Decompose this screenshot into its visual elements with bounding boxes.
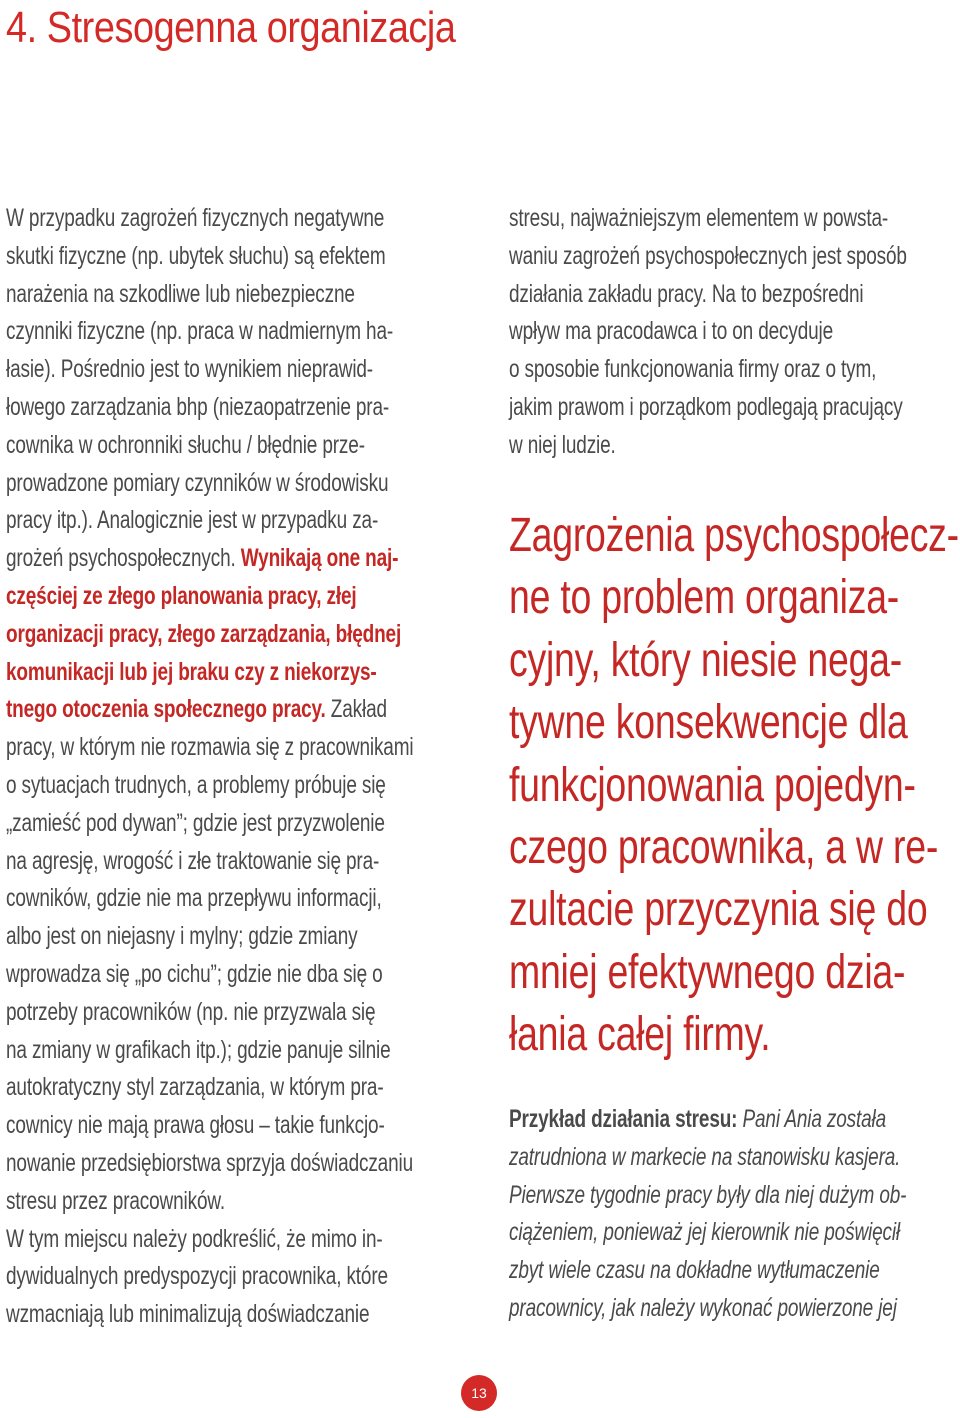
text-line [6,1221,383,1259]
text-run: prowadzone pomiary czynników w środowisku [6,468,389,497]
text-run: stresu przez pracowników. [6,1186,226,1215]
text-run: grożeń psychospołecznych. [6,544,241,573]
text-line [6,880,382,918]
text-line [6,994,376,1032]
text-run: na zmiany w grafikach itp.); gdzie panuje silnie [6,1035,391,1064]
text-run: w niej ludzie. [509,430,616,459]
text-line [6,389,390,427]
text-run: działania zakładu pracy. Na to bezpośredni [509,279,864,308]
text-run: narażenia na szkodliwe lub niebezpieczne [6,279,355,308]
pull-quote-line: czego pracownika, a w re- [509,820,939,874]
text-run: cownika w ochronniki słuchu / błędnie prze- [6,430,365,459]
text-line [6,502,379,540]
text-line [6,767,386,805]
text-run: albo jest on niejasny i mylny; gdzie zmiany [6,922,358,951]
text-line [509,1214,906,1252]
text-run: Pani Ania została [737,1105,887,1133]
text-line [6,1145,414,1183]
text-line [6,200,385,238]
text-line [6,1107,385,1145]
text-run: „zamieść pod dywan”; gdzie jest przyzwolenie [6,808,385,837]
text-run: łowego zarządzania bhp (niezaopatrzenie pra- [6,392,390,421]
text-line [6,540,399,578]
bold-label-run: Przykład działania stresu: [509,1105,738,1133]
left-column-text [6,200,451,1334]
page-number-badge: 13 [461,1375,497,1411]
text-line [6,805,385,843]
text-line [509,1252,906,1290]
text-line [6,1069,384,1107]
text-line [6,276,355,314]
highlight-run: Wynikają one naj- [240,544,399,573]
text-line [509,351,877,389]
text-run: Zakład [325,695,387,724]
text-line [6,427,365,465]
text-run: autokratyczny styl zarządzania, w którym pra- [6,1073,384,1102]
text-run: W tym miejscu należy podkreślić, że mimo in- [6,1224,383,1253]
text-run: wprowadza się „po cichu”; gdzie nie dba się o [6,959,383,988]
text-run: o sytuacjach trudnych, a problemy próbuje się [6,770,386,799]
text-run: waniu zagrożeń psychospołecznych jest sposób [509,241,907,270]
text-line [6,238,386,276]
text-run: skutki fizyczne (np. ubytek słuchu) są efektem [6,241,386,270]
text-line [6,1032,391,1070]
text-run: zbyt wiele czasu na dokładne wytłumaczenie [509,1256,880,1285]
text-line [6,1258,388,1296]
text-line [6,465,389,503]
text-run: cownicy nie mają prawa głosu – takie funkcjo- [6,1111,385,1140]
pull-quote-line: tywne konsekwencje dla [509,696,908,750]
text-line [509,238,907,276]
text-run: pracy, w którym nie rozmawia się z pracownikami [6,733,414,762]
text-run: W przypadku zagrożeń fizycznych negatywne [6,204,385,232]
text-line [509,276,864,314]
text-line [6,313,394,351]
text-run: o sposobie funkcjonowania firmy oraz o tym, [509,355,877,384]
text-line [6,1183,344,1221]
text-run: zatrudniona w markecie na stanowisku kasjera. [509,1142,901,1171]
text-line [6,654,377,692]
text-line [509,427,847,465]
text-line [6,843,380,881]
text-line [6,351,373,389]
text-run: na agresję, wrogość i złe traktowanie się pra- [6,846,380,875]
text-run: wzmacniają lub minimalizują doświadczanie [6,1300,370,1329]
pull-quote-line: funkcjonowania pojedyn- [509,758,916,812]
text-run: nowanie przedsiębiorstwa sprzyja doświadczaniu [6,1148,414,1177]
text-run: łasie). Pośrednio jest to wynikiem nieprawid- [6,355,373,384]
pull-quote-line: mniej efektywnego dzia- [509,945,906,999]
text-line [6,616,402,654]
text-line [6,918,358,956]
pull-quote [509,505,960,1067]
pull-quote-line: cyjny, który niesie nega- [509,633,902,687]
example-box [509,1101,960,1328]
text-run: pracownicy, jak należy wykonać powierzone jej [509,1293,897,1322]
text-line [509,313,847,351]
section-heading: 4. Stresogenna organizacja [6,3,456,52]
text-run: dywidualnych predyspozycji pracownika, które [6,1262,388,1291]
text-run: czynniki fizyczne (np. praca w nadmiernym ha- [6,317,394,346]
text-line [509,1290,906,1328]
text-line [509,1101,906,1139]
text-line [6,1296,370,1334]
pull-quote-line: zultacie przyczynia się do [509,883,928,937]
pull-quote-line: Zagrożenia psychospołecz- [509,509,959,562]
text-run: ciążeniem, ponieważ jej kierownik nie poświęcił [509,1218,900,1247]
text-run: Pierwsze tygodnie pracy były dla niej dużym ob- [509,1180,907,1209]
text-line [6,729,414,767]
text-line [509,200,889,238]
highlight-run: częściej ze złego planowania pracy, złej [6,581,357,610]
text-run: jakim prawom i porządkom podlegają pracujący [509,392,903,421]
text-line [6,691,387,729]
pull-quote-line: łania całej firmy. [509,1008,771,1062]
text-line [509,1139,906,1177]
highlight-run: komunikacji lub jej braku czy z niekorzys- [6,657,377,686]
text-line [6,578,357,616]
text-line [509,389,903,427]
right-column-text [509,200,954,465]
text-run: cowników, gdzie nie ma przepływu informacji, [6,884,382,913]
text-line [6,956,383,994]
text-run: wpływ ma pracodawca i to on decyduje [509,317,834,346]
highlight-run: tnego otoczenia społecznego pracy. [6,695,326,724]
pull-quote-line: ne to problem organiza- [509,571,900,625]
highlight-run: organizacji pracy, złego zarządzania, błędnej [6,619,402,648]
text-line [509,1177,906,1215]
text-run: potrzeby pracowników (np. nie przyzwala się [6,997,376,1026]
text-run: stresu, najważniejszym elementem w powsta- [509,204,889,232]
text-run: pracy itp.). Analogicznie jest w przypadku za- [6,506,379,535]
